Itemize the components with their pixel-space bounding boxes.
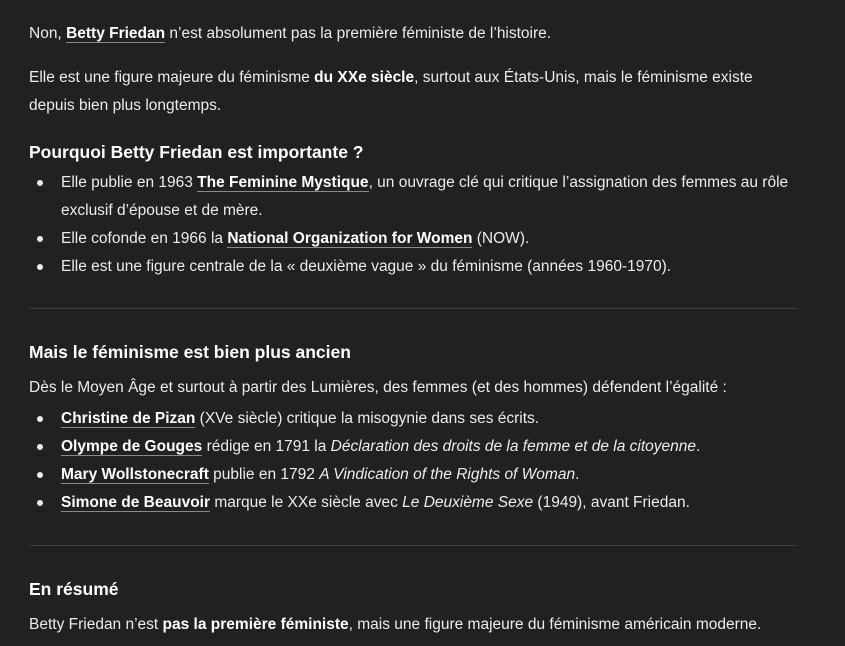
item-text: publie en 1792 [208,466,320,483]
list-item [61,169,797,225]
intro-paragraph-2 [29,64,797,120]
item-text: . [695,438,701,455]
italic-title: A Vindication of the Rights of Woman [319,466,576,483]
divider [29,545,797,546]
item-text: . [575,466,580,483]
bold-text: pas la première féministe [162,616,349,633]
summary-text: Betty Friedan n’est [29,616,163,633]
list-item [61,461,797,489]
now-link[interactable]: National Organization for Women [227,230,473,247]
bullet-icon [37,500,43,506]
older-intro: Dès le Moyen Âge et surtout à partir des Lumières, des femmes (et des hommes) défendent l’égalité : [29,379,727,396]
item-text: marque le XXe siècle avec [210,494,403,511]
mary-wollstonecraft-link[interactable]: Mary Wollstonecraft [61,466,209,483]
why-list [29,169,797,281]
older-list [29,405,797,517]
italic-title: Déclaration des droits de la femme et de la citoyenne [330,438,696,455]
summary-text: , mais une figure majeure du féminisme américain moderne. [348,616,762,633]
olympe-de-gouges-link[interactable]: Olympe de Gouges [61,438,203,455]
list-item [61,489,797,517]
list-item [61,405,797,433]
list-item [61,433,797,461]
heading-why-important: Pourquoi Betty Friedan est importante ? [29,142,364,162]
list-item [61,253,797,281]
item-text: (XVe siècle) critique la misogynie dans ses écrits. [195,410,540,427]
intro-text: , surtout aux États-Unis, mais le féminisme existe depuis bien plus longtemps. [29,69,753,114]
list-item [61,225,797,253]
bullet-icon [37,180,43,186]
item-text: (1949), avant Friedan. [533,494,690,511]
feminine-mystique-link[interactable]: The Feminine Mystique [197,174,369,191]
bullet-icon [37,236,43,242]
heading-summary: En résumé [29,579,119,599]
item-text: , un ouvrage clé qui critique l’assignation des femmes au rôle exclusif d’épouse et de mère. [61,174,789,219]
bullet-icon [37,444,43,450]
bullet-icon [37,416,43,422]
bullet-icon [37,472,43,478]
divider [29,308,797,309]
bullet-icon [37,264,43,270]
betty-friedan-link[interactable]: Betty Friedan [66,25,166,42]
bold-text: du XXe siècle [314,69,415,86]
intro-paragraph-1 [29,20,797,48]
christine-de-pizan-link[interactable]: Christine de Pizan [61,410,196,427]
item-text: Elle publie en 1963 [61,174,198,191]
item-text: Elle est une figure centrale de la « deuxième vague » du féminisme (années 1960-1970). [61,258,672,275]
summary-paragraph [29,611,797,639]
heading-older-feminism: Mais le féminisme est bien plus ancien [29,342,351,362]
item-text: Elle cofonde en 1966 la [61,230,228,247]
intro-text: n’est absolument pas la première féministe de l’histoire. [165,25,552,42]
simone-de-beauvoir-link[interactable]: Simone de Beauvoir [61,494,211,511]
intro-text: Elle est une figure majeure du féminisme [29,69,315,86]
item-text: rédige en 1791 la [202,438,331,455]
intro-text: Non, [29,25,67,42]
item-text: (NOW). [472,230,530,247]
italic-title: Le Deuxième Sexe [402,494,534,511]
